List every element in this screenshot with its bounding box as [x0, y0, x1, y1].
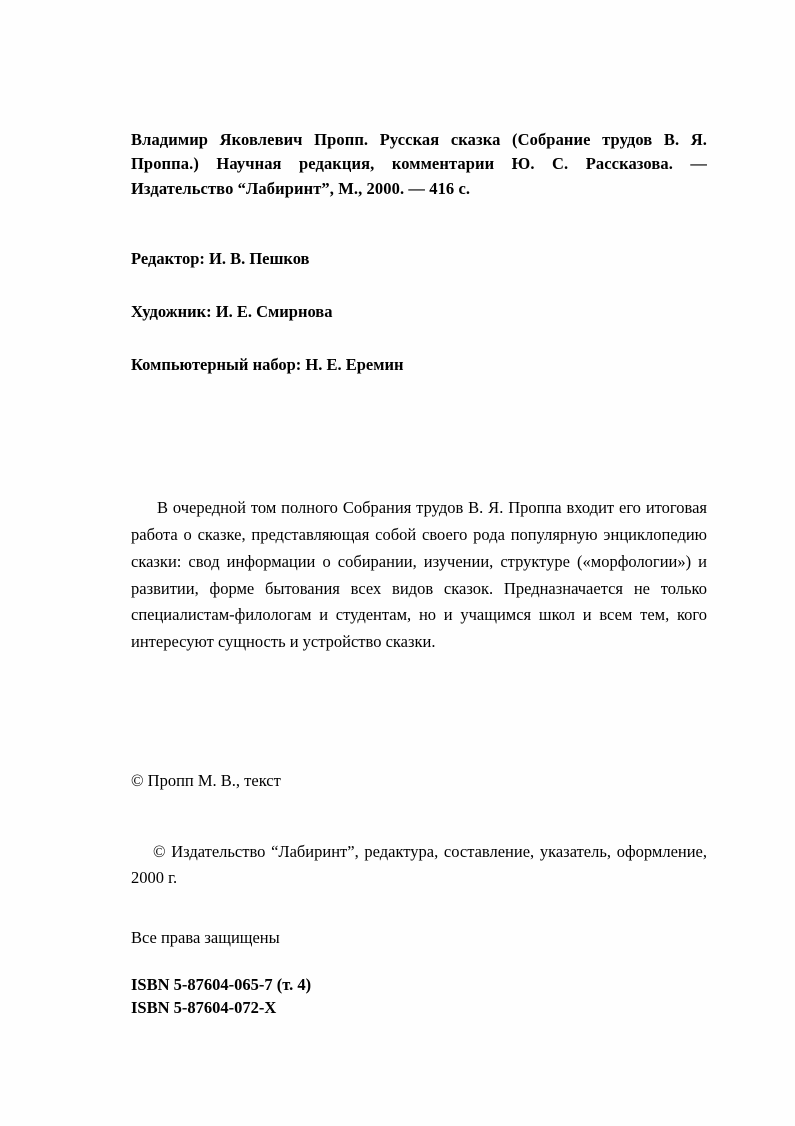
- copyright-author: © Пропп М. В., текст: [131, 770, 281, 790]
- rights-statement: Все права защищены: [131, 928, 280, 948]
- page-content: [131, 0, 707, 1019]
- credit-editor: Редактор: И. В. Пешков: [131, 249, 310, 269]
- copyright-publisher: © Издательство “Лабиринт”, редактура, составление, указатель, оформление, 2000 г.: [131, 842, 707, 887]
- credit-artist: Художник: И. Е. Смирнова: [131, 301, 333, 321]
- imprint-block: Владимир Яковлевич Пропп. Русская сказка (Собрание трудов В. Я. Проппа.) Научная редакция, комментарии Ю. С. Рассказова. — Издательство “Лабиринт”, М., 2000. — 416 с.: [131, 130, 707, 198]
- annotation-text: В очередной том полного Собрания трудов В. Я. Проппа входит его итоговая работа о сказке, представляющая собой своего рода популярную энциклопедию сказки: свод информации о собирании, изучении, структуре («морфологии») и развитии, форме бытования всех видов сказок. Предназначается не только специалистам-филологам и студентам, но и учащимся школ и всем тем, кого интересуют сущность и устройство сказки.: [131, 498, 707, 652]
- isbn-volume: ISBN 5-87604-065-7 (т. 4): [131, 975, 312, 995]
- isbn-block: [131, 974, 707, 1019]
- credit-typesetter: Компьютерный набор: Н. Е. Еремин: [131, 354, 404, 374]
- isbn-series: ISBN 5-87604-072-X: [131, 997, 277, 1017]
